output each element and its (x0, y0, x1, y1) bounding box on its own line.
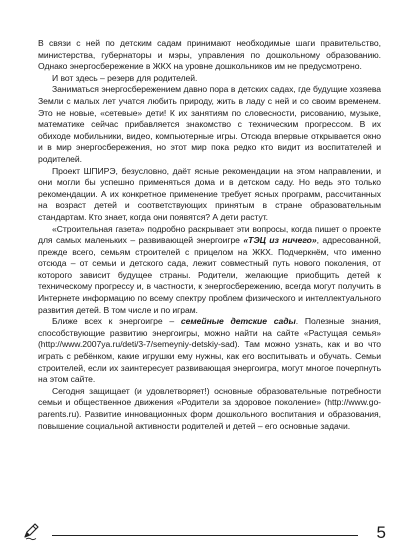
emphasized-text: семейные детские сады (180, 316, 296, 327)
paragraph-text: Сегодня защищает (и удовлетворяет!) основные образовательные потребности семьи и общественное движения «Родители за здоровое поколение» (http://www.go-parents.ru). Развитие инновационных форм дошкольного воспитания и образования, повышение социальной активности родителей и детей – его основные задачи. (38, 385, 381, 431)
footer-rule (52, 535, 358, 536)
article-body (38, 38, 381, 432)
paragraph-text: И вот здесь – резерв для родителей. (52, 72, 198, 83)
paragraph-text: Проект ШПИРЭ, безусловно, даёт ясные рекомендации на этом направлении, и они могли бы успешно применяться дома и в детском саду. Но ведь это только рекомендации. А их конкретное применение требует ясных программ, рассчитанных на возраст детей и соответствующих принятым в стране образовательным стандартам. Кто знает, когда они появятся? А дети растут. (38, 165, 381, 222)
paragraph-p1 (38, 38, 381, 73)
paragraph-text: , адресованной, прежде всего, семьям строителей с прицелом на ЖКХ. Подчеркнём, что именно отсюда – от семьи и детского сада, лежит совместный путь нового поколения, от которого зависит будущее страны. Родители, желающие приобщить детей к техническому прогрессу и, в частности, к энергосбережению, всегда могут получить в Интернете информацию по всему спектру проблем физического и интеллектуального развития детей. В том числе и по играм. (38, 235, 381, 315)
paragraph-p6 (38, 316, 381, 386)
emphasized-text: «ТЭЦ из ничего» (243, 235, 317, 246)
paragraph-text: . Полезные знания, способствующие развитию энергоигры, можно найти на сайте «Растущая семья» (http://www.2007ya.ru/deti/3-7/semeyniy-detskiy-sad). Там можно узнать, как и во что играть с ребёнком, какие игрушки ему нужны, как его воспитывать и обучать. Семьи строителей, если их заинтересует развивающая энергоигра, могут многое почерпнуть на этом сайте. (38, 316, 381, 385)
paragraph-p5 (38, 224, 381, 317)
paragraph-text: Ближе всех к энергоигре – (52, 316, 181, 327)
paragraph-p2 (38, 73, 381, 85)
paragraph-p7 (38, 386, 381, 432)
paragraph-p3 (38, 84, 381, 165)
paragraph-p4 (38, 166, 381, 224)
paragraph-text: «Строительная газета» подробно раскрывает эти вопросы, когда пишет о проекте для самых маленьких – развивающей энергоигре (38, 223, 381, 246)
paragraph-text: Заниматься энергосбережением давно пора в детских садах, где будущие хозяева Земли с малых лет учатся любить природу, жить в ладу с ней и со своим временем. Это не новые, «сетевые» дети! К их занятиям по словесности, рисованию, музыке, математике сейчас прибавляется знакомство с техническим прогрессом. В их обиходе мобильники, видео, компьютерные игры. Отсюда впервые открывается окно и в мир энергосбережения, но этот мир пока редко кто видит из воспитателей и родителей. (38, 84, 381, 164)
page-number: 5 (376, 523, 386, 542)
paragraph-text: В связи с ней по детским садам принимают необходимые шаги правительство, министерства, губернаторы и мэры, управления по дошкольному образованию. Однако энергосбережение в ЖКХ на уровне дошкольников им не предусмотрено. (38, 38, 381, 72)
page-footer (22, 519, 386, 541)
pencil-icon (22, 521, 42, 541)
